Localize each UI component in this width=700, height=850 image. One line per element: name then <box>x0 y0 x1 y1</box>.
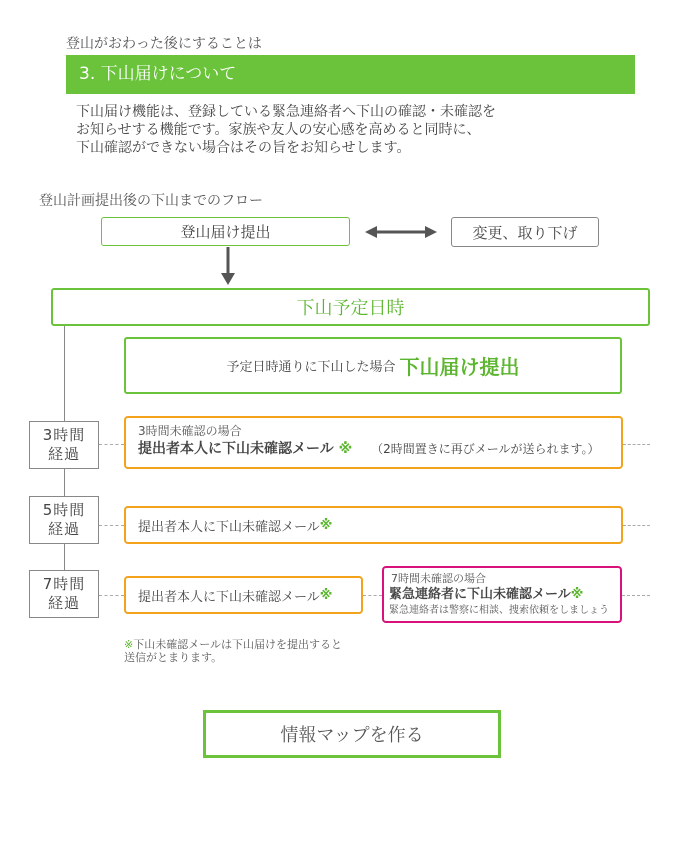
description-line: 下山届け機能は、登録している緊急連絡者へ下山の確認・未確認を <box>76 104 496 120</box>
connector-dash <box>623 444 650 445</box>
section-heading: 3. 下山届けについて <box>66 55 635 94</box>
on-time-prefix: 予定日時通りに下山した場合 <box>226 360 396 375</box>
submit-plan-box: 登山届け提出 <box>101 217 350 246</box>
emergency-contact-box <box>382 566 622 623</box>
step-7h-box <box>124 576 363 614</box>
asterisk-mark: ※ <box>338 441 353 457</box>
elapsed-7h-label <box>29 570 99 618</box>
step-7h-message: 提出者本人に下山未確認メール <box>138 589 320 605</box>
asterisk-mark: ※ <box>570 587 584 602</box>
emergency-condition: 7時間未確認の場合 <box>391 572 486 585</box>
description <box>76 103 496 157</box>
connector-dash <box>622 595 650 596</box>
step-3h-note: （2時間置きに再びメールが送られます。） <box>371 442 600 456</box>
elapsed-3h-label <box>29 421 99 469</box>
down-arrow-icon <box>221 247 235 285</box>
connector-dash <box>623 525 650 526</box>
elapsed-hours: 7時間 <box>42 575 86 593</box>
connector-dash <box>99 525 124 526</box>
connector-dash <box>363 595 382 596</box>
step-5h-box <box>124 506 623 544</box>
footnote <box>124 638 342 664</box>
step-3h-box <box>124 416 623 469</box>
on-time-action: 下山届け提出 <box>399 355 520 379</box>
connector-dash <box>99 444 124 445</box>
asterisk-mark: ※ <box>319 587 333 603</box>
change-plan-box: 変更、取り下げ <box>451 217 599 247</box>
elapsed-word: 経過 <box>47 594 80 612</box>
emergency-message-line <box>389 586 620 604</box>
elapsed-hours: 5時間 <box>42 501 86 519</box>
on-time-box <box>124 337 622 394</box>
description-line: 下山確認ができない場合はその旨をお知らせします。 <box>76 140 411 156</box>
connector-dash <box>99 595 124 596</box>
emergency-advice: 緊急連絡者は警察に相談、捜索依頼をしましょう <box>389 605 609 616</box>
create-info-map-button[interactable]: 情報マップを作る <box>203 710 501 758</box>
step-3h-condition: 3時間未確認の場合 <box>138 424 242 438</box>
intro-text: 登山がおわった後にすることは <box>66 36 262 52</box>
elapsed-hours: 3時間 <box>42 426 86 444</box>
scheduled-descent-box: 下山予定日時 <box>51 288 650 326</box>
asterisk-mark: ※ <box>319 517 333 533</box>
footnote-line <box>124 638 342 651</box>
step-5h-message: 提出者本人に下山未確認メール <box>138 519 320 535</box>
flow-title: 登山計画提出後の下山までのフロー <box>39 193 263 209</box>
emergency-message: 緊急連絡者に下山未確認メール <box>389 587 571 602</box>
elapsed-5h-label <box>29 496 99 544</box>
elapsed-word: 経過 <box>47 520 80 538</box>
asterisk-mark: ※ <box>124 638 134 651</box>
description-line: お知らせする機能です。家族や友人の安心感を高めると同時に、 <box>76 122 481 138</box>
elapsed-word: 経過 <box>47 445 80 463</box>
step-3h-message: 提出者本人に下山未確認メール <box>138 441 334 457</box>
footnote-text: 下山未確認メールは下山届けを提出すると <box>133 638 342 651</box>
double-arrow-icon <box>365 224 437 240</box>
footnote-line: 送信がとまります。 <box>124 651 223 664</box>
step-3h-message-line <box>138 439 621 459</box>
